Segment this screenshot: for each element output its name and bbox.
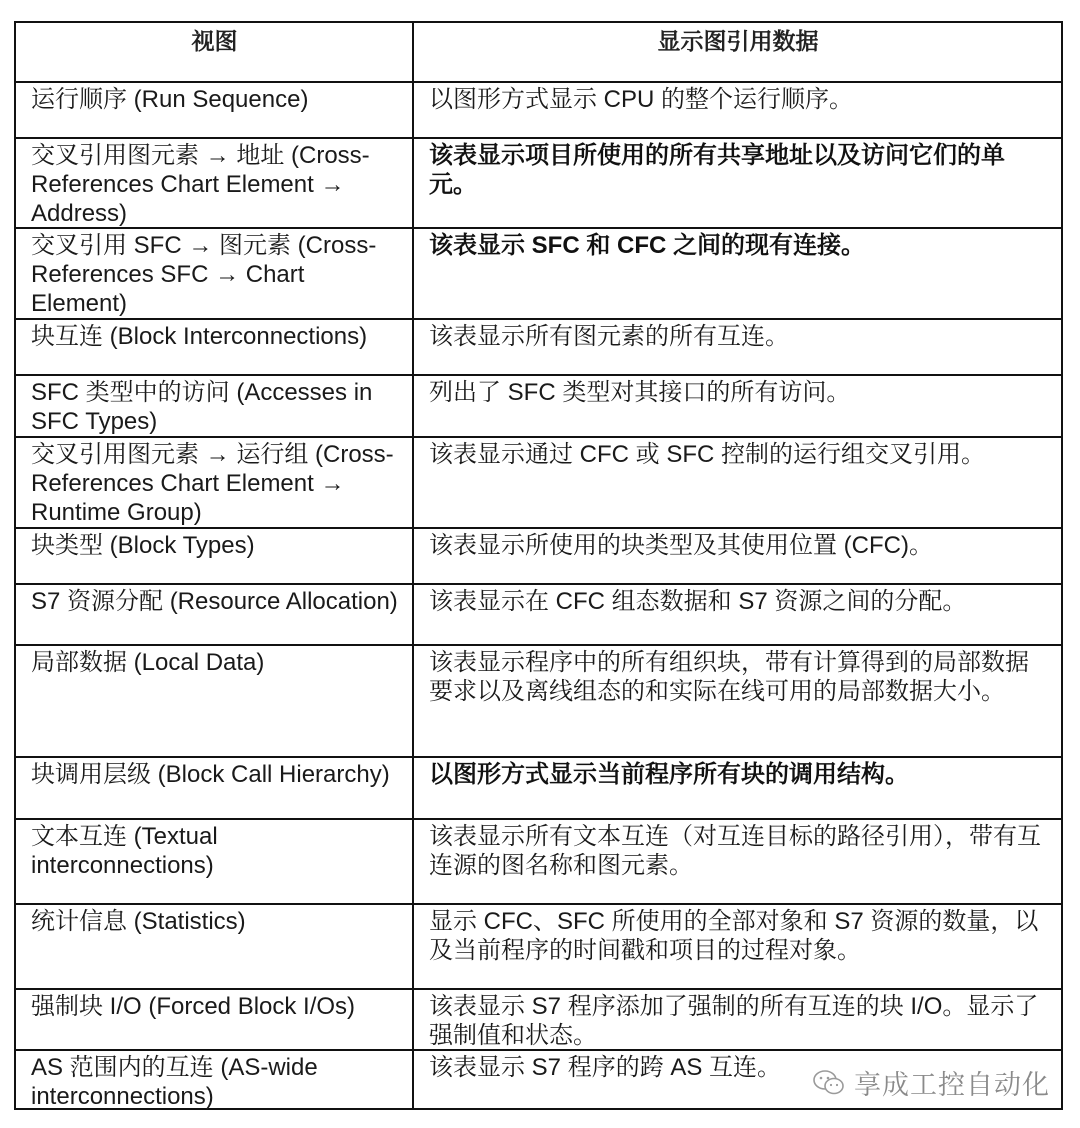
description-cell: 以图形方式显示 CPU 的整个运行顺序。 xyxy=(429,86,854,113)
table-row xyxy=(16,527,1061,583)
watermark xyxy=(812,1063,1050,1102)
view-cell: 局部数据 (Local Data) xyxy=(16,646,414,756)
description-cell: 显示 CFC、SFC 所使用的全部对象和 S7 资源的数量，以及当前程序的时间戳和项目的过程对象。 xyxy=(429,908,1039,964)
description-cell: 该表显示 S7 程序的跨 AS 互连。 xyxy=(429,1054,782,1081)
description-cell: 该表显示 SFC 和 CFC 之间的现有连接。 xyxy=(429,232,865,259)
table-row xyxy=(16,818,1061,903)
view-cell: 运行顺序 (Run Sequence) xyxy=(16,83,414,137)
description-cell: 该表显示在 CFC 组态数据和 S7 资源之间的分配。 xyxy=(429,588,967,615)
view-cell: SFC 类型中的访问 (Accesses in SFC Types) xyxy=(16,376,414,436)
watermark-text: 享成工控自动化 xyxy=(854,1070,1050,1100)
description-cell: 该表显示 S7 程序添加了强制的所有互连的块 I/O。显示了强制值和状态。 xyxy=(429,993,1039,1049)
view-cell: 交叉引用图元素 → 地址 (Cross-References Chart Element → Address) xyxy=(16,139,414,227)
description-cell: 以图形方式显示当前程序所有块的调用结构。 xyxy=(429,761,909,788)
wechat-icon xyxy=(812,1068,846,1098)
view-cell: 文本互连 (Textual interconnections) xyxy=(16,820,414,903)
view-cell: 块类型 (Block Types) xyxy=(16,529,414,583)
table-row xyxy=(16,137,1061,227)
table-row xyxy=(16,583,1061,644)
header-reference-data: 显示图引用数据 xyxy=(657,28,819,55)
view-cell: 交叉引用图元素 → 运行组 (Cross-References Chart Element → Runtime Group) xyxy=(16,438,414,527)
description-cell: 该表显示通过 CFC 或 SFC 控制的运行组交叉引用。 xyxy=(429,441,985,468)
description-cell: 该表显示程序中的所有组织块，带有计算得到的局部数据要求以及离线组态的和实际在线可用的局部数据大小。 xyxy=(429,649,1029,705)
description-cell: 该表显示所使用的块类型及其使用位置 (CFC)。 xyxy=(429,532,933,559)
view-cell: 交叉引用 SFC → 图元素 (Cross-References SFC → Chart Element) xyxy=(16,229,414,318)
description-cell: 该表显示项目所使用的所有共享地址以及访问它们的单元。 xyxy=(429,142,1005,198)
view-cell: 强制块 I/O (Forced Block I/Os) xyxy=(16,990,414,1049)
description-cell: 列出了 SFC 类型对其接口的所有访问。 xyxy=(429,379,851,406)
table-row xyxy=(16,318,1061,374)
table-row xyxy=(16,374,1061,436)
table-row xyxy=(16,903,1061,988)
description-cell: 该表显示所有文本互连（对互连目标的路径引用），带有互连源的图名称和图元素。 xyxy=(429,823,1041,879)
description-cell: 该表显示所有图元素的所有互连。 xyxy=(429,323,789,350)
table-row xyxy=(16,756,1061,818)
table-row xyxy=(16,644,1061,756)
table-row xyxy=(16,436,1061,527)
view-cell: AS 范围内的互连 (AS-wide interconnections) xyxy=(16,1051,414,1108)
view-cell: 块调用层级 (Block Call Hierarchy) xyxy=(16,758,414,818)
table-row xyxy=(16,81,1061,137)
view-cell: 块互连 (Block Interconnections) xyxy=(16,320,414,374)
table-row xyxy=(16,227,1061,318)
cfc-reference-data-table xyxy=(14,21,1063,1110)
view-cell: S7 资源分配 (Resource Allocation) xyxy=(16,585,414,644)
table-header-row xyxy=(16,23,1061,81)
table-row xyxy=(16,988,1061,1049)
view-cell: 统计信息 (Statistics) xyxy=(16,905,414,988)
header-view: 视图 xyxy=(16,23,414,81)
